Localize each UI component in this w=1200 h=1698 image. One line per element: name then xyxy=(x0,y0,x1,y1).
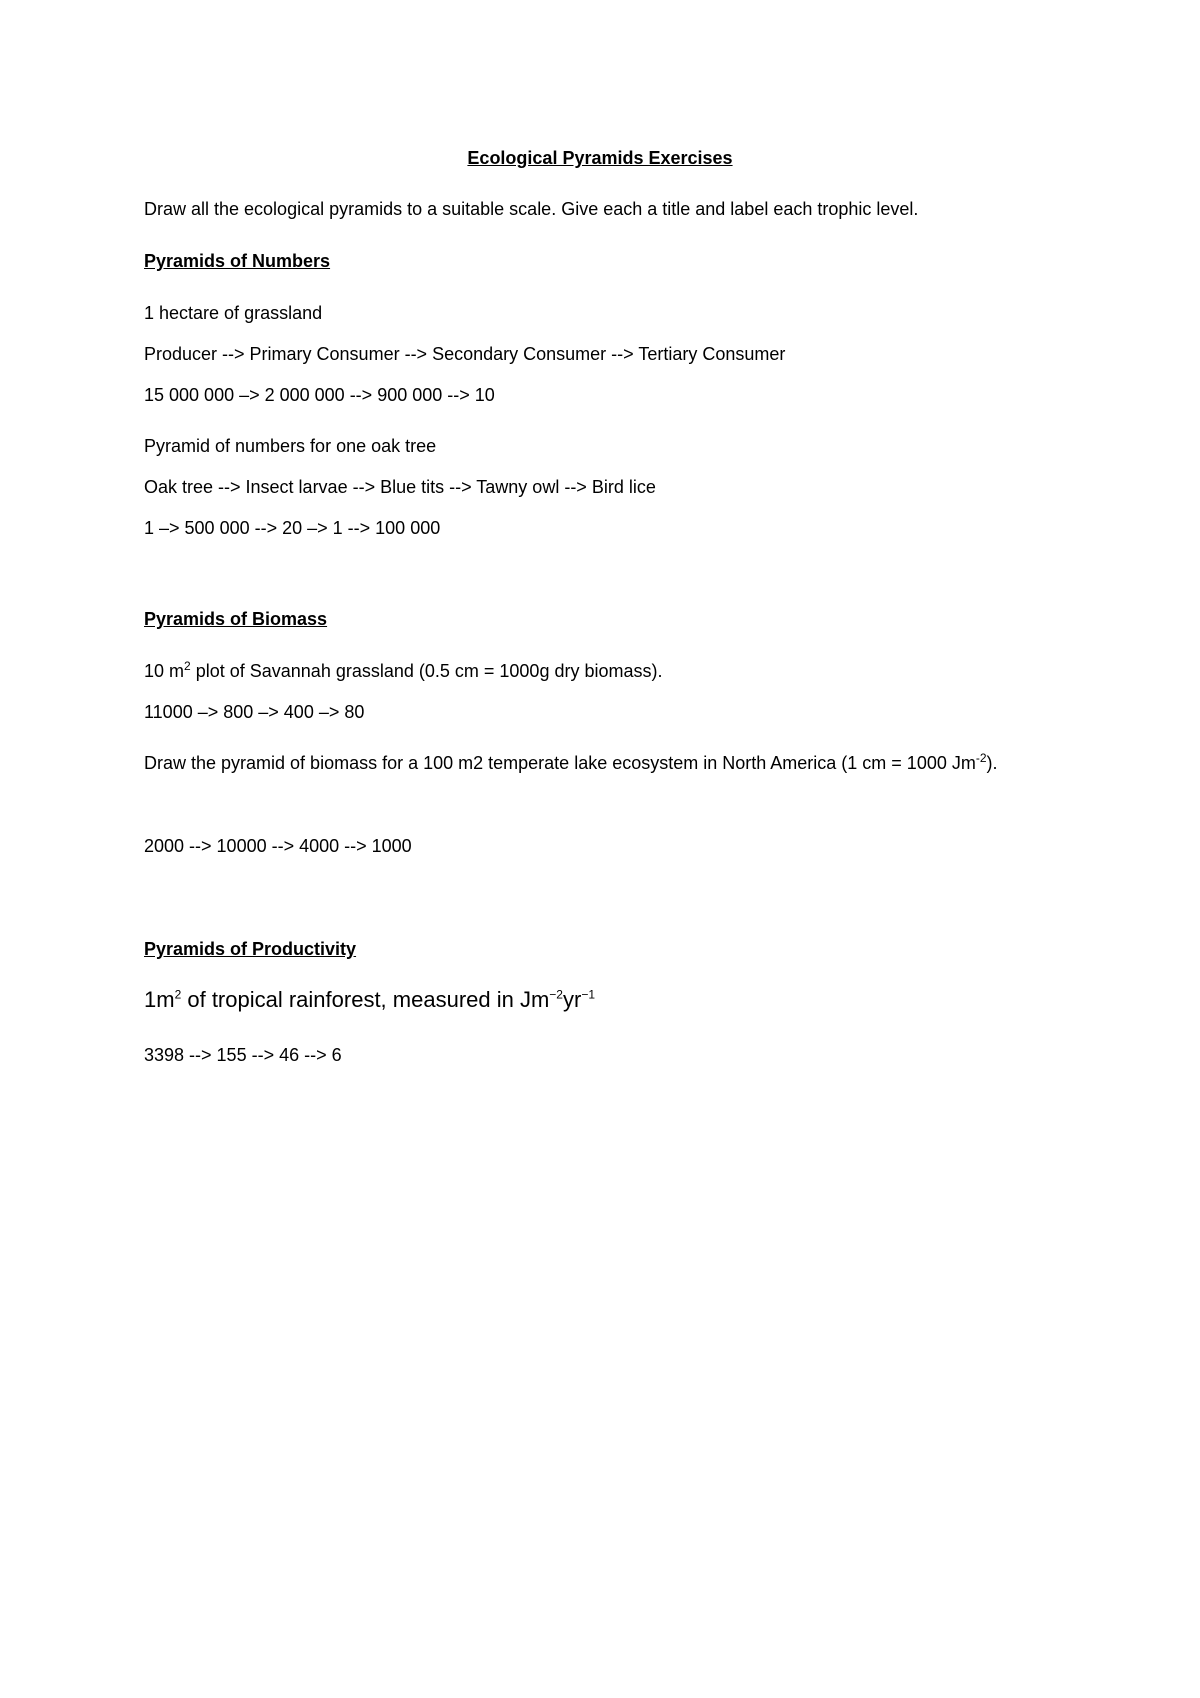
rainforest-title xyxy=(144,986,595,1014)
oak-title: Pyramid of numbers for one oak tree xyxy=(144,436,437,456)
oak-chain: Oak tree --> Insect larvae --> Blue tits --> Tawny owl --> Bird lice xyxy=(144,477,656,497)
productivity-heading: Pyramids of Productivity xyxy=(144,939,357,959)
rainforest-mid: of tropical rainforest, measured in Jm xyxy=(181,987,550,1012)
lake-text xyxy=(144,748,1064,779)
savannah-title xyxy=(144,660,662,682)
rainforest-sup2: −2 xyxy=(549,987,563,1002)
rainforest-mid2: yr xyxy=(562,987,582,1012)
lake-values: 2000 --> 10000 --> 4000 --> 1000 xyxy=(144,836,412,856)
grassland-title: 1 hectare of grassland xyxy=(144,303,323,323)
intro-text: Draw all the ecological pyramids to a suitable scale. Give each a title and label each trophic level. xyxy=(144,199,919,219)
lake-suffix: ). xyxy=(986,753,998,773)
grassland-chain: Producer --> Primary Consumer --> Secondary Consumer --> Tertiary Consumer xyxy=(144,344,786,364)
rainforest-values: 3398 --> 155 --> 46 --> 6 xyxy=(144,1045,342,1065)
savannah-sup: 2 xyxy=(184,659,191,673)
savannah-prefix: 10 m xyxy=(144,661,185,681)
savannah-values: 11000 –> 800 –> 400 –> 80 xyxy=(144,702,365,722)
document-title: Ecological Pyramids Exercises xyxy=(467,148,733,168)
oak-values: 1 –> 500 000 --> 20 –> 1 --> 100 000 xyxy=(144,518,441,538)
rainforest-sup1: 2 xyxy=(174,987,182,1002)
savannah-suffix: plot of Savannah grassland (0.5 cm = 1000g dry biomass). xyxy=(190,661,663,681)
grassland-values: 15 000 000 –> 2 000 000 --> 900 000 --> 10 xyxy=(144,385,495,405)
rainforest-sup3: −1 xyxy=(581,987,595,1002)
rainforest-prefix: 1m xyxy=(144,987,175,1012)
numbers-heading: Pyramids of Numbers xyxy=(144,251,331,271)
lake-main: Draw the pyramid of biomass for a 100 m2 temperate lake ecosystem in North America (1 cm = 1000 Jm xyxy=(144,753,976,773)
biomass-heading: Pyramids of Biomass xyxy=(144,609,328,629)
lake-sup: -2 xyxy=(975,751,987,765)
